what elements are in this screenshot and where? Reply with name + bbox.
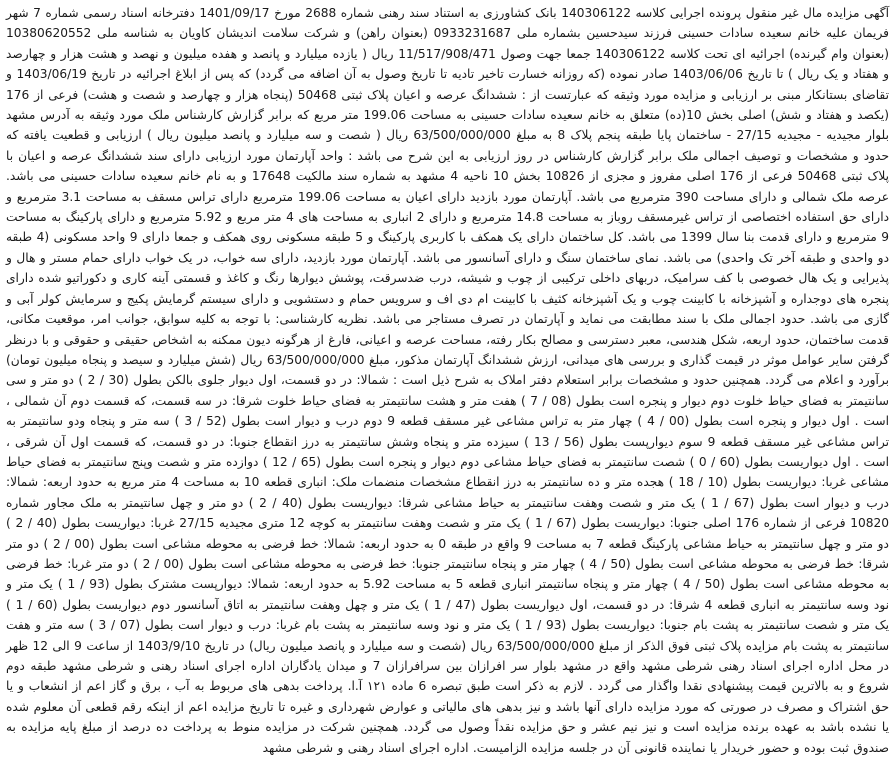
auction-notice-text: آگهی مزایده مال غیر منقول پرونده اجرایی کلاسه 140306122 بانک کشاورزی به استناد سند رهنی شماره 2688 مورخ 1401/09/17 دفترخانه اسناد رسمی شماره 7 شهر فریمان علیه خانم سعیده سادات حسینی فرزند سیدحسین بشماره ملی 0933231687 (بعنوان راهن) و شرکت سلامت اندیشان کاویان به شناسه ملی 10380620552 (بعنوان وام گیرنده) اجرائیه ای تحت کلاسه 140306122 جمعا جهت وصول 11/517/908/471 ریال ( یازده میلیارد و پانصد و هفده میلیون و نهصد و هشت هزار و چهارصد و هفتاد و یک ریال ) تا تاریخ 1403/06/06 صادر نموده (که روزانه خسارت تاخیر تادیه تا تاریخ وصول به آن اضافه می گردد) که پس از ابلاغ اجرائیه در تاریخ 1403/06/19 و تقاضای بستانکار مبنی بر ارزیابی و مزایده مورد وثیقه که عبارتست از : ششدانگ عرصه و اعیان پلاک ثبتی 50468 (پنجاه هزار و چهارصد و شصت و هشت) فرعی از 176 (یکصد و هفتاد و شش) اصلی بخش 10(ده) متعلق به خانم سعیده سادات حسینی به مساحت 199.06 متر مربع که برابر گزارش کارشناس ملک مورد وثیقه به آدرس مشهد بلوار مجیدیه - مجیدیه 27/15 - ساختمان پایا طبقه پنجم پلاک 8 به مبلغ 63/500/000/000 ریال ( شصت و سه میلیارد و پانصد میلیون ریال ) ارزیابی و قطعیت یافته که حدود و مشخصات و توصیف اجمالی ملک برابر گزارش کارشناس در روز ارزیابی به این شرح می باشد : واحد آپارتمان مورد ارزیابی دارای سند ششدانگ عرصه و اعیان با پلاک ثبتی 50468 فرعی از 176 اصلی مفروز و مجزی از 10826 بخش 10 ناحیه 4 مشهد به شماره سند مالکیت 17648 و به نام خانم سعیده سادات حسینی می باشد. عرصه ملک شمالی و دارای مساحت 390 مترمربع می باشد. آپارتمان مورد بازدید دارای اعیان به مساحت 199.06 مترمربع دارای تراس مسقف به مساحت 3.1 مترمربع و دارای حق استفاده اختصاصی از تراس غیرمسقف روباز به مساحت 14.8 مترمربع و دارای 2 انباری به مساحت های 4 متر مربع و 5.92 مترمربع و دارای پارکینگ به مساحت 9 مترمربع و دارای قدمت بنا سال 1399 می باشد. کل ساختمان دارای یک همکف با کاربری پارکینگ و 5 طبقه مسکونی روی همکف و جمعا دارای 9 واحد مسکونی (4 طبقه دو واحدی و طبقه آخر تک واحدی) می باشد. نمای ساختمان سنگ و دارای آسانسور می باشد. آپارتمان مورد بازدید، دارای سه خواب، در یک خواب دارای حمام مستر و هال و پذیرایی و یک هال خصوصی با کف سرامیک، دربهای داخلی ترکیبی از چوب و شیشه، درب ضدسرقت، پوشش دیوارها رنگ و کاغذ و قسمتی آینه کاری و دکوراتیو شده دارای پنجره های دوجداره و آشپزخانه با کابینت چوب و یک آشپزخانه کثیف با کابینت ام دی اف و سرویس حمام و دستشویی و دارای سیستم گرمایش پکیج و سرمایش کولر آبی و گازی می باشد. حدود اجمالی ملک با سند مطابقت می نماید و آپارتمان در تصرف مستاجر می باشد. نظریه کارشناسی: با توجه به کلیه سوابق، جوانب امر، موقعیت مکانی، قدمت ساختمان، حدود اربعه، شکل هندسی، معبر دسترسی و مصالح بکار رفته، مساحت عرصه و اعیانی، فارغ از هرگونه دیون ممکنه به اشخاص حقیقی و حقوقی و با درنظر گرفتن سایر عوامل موثر در قیمت گذاری و بررسی های میدانی، ارزش ششدانگ آپارتمان مذکور، مبلغ 63/500/000/000 ریال (شش میلیارد و سیصد و پنجاه میلیون تومان) برآورد و اعلام می گردد. همچنین حدود و مشخصات برابر استعلام دفتر املاک به شرح ذیل است : شمالا: در دو قسمت، اول دیوار جلوی بالکن بطول (30 / 2 ) دو متر و سی سانتیمتر به فضای حیاط خلوت دوم دیوار و پنجره است بطول (08 / 7 ) هفت متر و هشت سانتیمتر به فضای حیاط خلوت شرقا: در سه قسمت، که قسمت دوم آن شمالی ، است . اول دیوار و پنجره است بطول (00 / 4 ) چهار متر به تراس مشاعی غیر مسقف قطعه 9 دوم درب و دیوار است بطول (52 / 3 ) سه متر و پنجاه ودو سانتیمتر به تراس مشاعی غیر مسقف قطعه 9 سوم دیوارپست بطول (56 / 13 ) سیزده متر و پنجاه وشش سانتیمتر به درز انقطاع جنوبا: در دو قسمت، که قسمت اول آن شرقی ، است . اول دیواریست بطول (60 / 0 ) شصت سانتیمتر به فضای حیاط مشاعی دوم دیوار و پنجره است بطول (65 / 12 ) دوازده متر و شصت وپنج سانتیمتر به فضای حیاط مشاعی غربا: دیواریست بطول (10 / 18 ) هجده متر و ده سانتیمتر به درز انقطاع مشخصات منضمات ملک: انباری قطعه 10 به مساحت 4 متر مربع به حدود اربعه: شمالا: درب و دیوار است بطول (67 / 1 ) یک متر و شصت وهفت سانتیمتر به حیاط مشاعی شرقا: دیواریست بطول (40 / 2 ) دو متر و چهل سانتیمتر به ملک مجاور شماره 10820 فرعی از شماره 176 اصلی جنوبا: دیواریست بطول (67 / 1 ) یک متر و شصت وهفت سانتیمتر به کوچه 12 متری مجیدیه 27/15 غربا: دیواریست بطول (40 / 2 ) دو متر و چهل سانتیمتر به حیاط مشاعی پارکینگ قطعه 7 به مساحت 9 واقع در طبقه 0 به حدود اربعه: شمالا: خط فرضی به محوطه مشاعی است بطول (00 / 2 ) دو متر شرقا: خط فرضی به محوطه مشاعی است بطول (50 / 4 ) چهار متر و پنجاه سانتیمتر جنوبا: خط فرضی به محوطه مشاعی است بطول (00 / 2 ) دو متر غربا: خط فرضی به محوطه مشاعی است بطول (50 / 4 ) چهار متر و پنجاه سانتیمتر انباری قطعه 5 به مساحت 5.92 به حدود اربعه: شمالا: دیوارپست مشترک بطول (93 / 1 ) یک متر و نود وسه سانتیمتر به انباری قطعه 4 شرقا: در دو قسمت، اول دیواریست بطول (47 / 1 ) یک متر و چهل وهفت سانتیمتر به اتاق آسانسور دوم دیواریست بطول (60 / 1 ) یک متر و شصت سانتیمتر به پشت بام جنوبا: دیواریست بطول (93 / 1 ) یک متر و نود وسه سانتیمتر به پشت بام غربا: درب و دیوار است بطول (07 / 3 ) سه متر و هفت سانتیمتر به پشت بام مزایده پلاک ثبتی فوق الذکر از مبلغ 63/500/000/000 ریال (شصت و سه میلیارد و پانصد میلیون ریال) در تاریخ 1403/9/10 از ساعت 9 الی 12 ظهر در محل اداره اجرای اسناد رهنی شرطی مشهد واقع در مشهد بلوار سر افرازان بین سرافرازان 7 و میدان یادگاران اداره اجرای اسناد رهنی و شرطی مشهد طبقه دوم شروع و به بالاترین قیمت پیشنهادی نقدا واگذار می گردد . لازم به ذکر است طبق تبصره 6 ماده ۱۲۱ آ.ا. پرداخت بدهی های مربوط به آب ، برق و گاز اعم از انشعاب و یا حق اشتراک و مصرف در صورتی که مورد مزایده دارای آنها باشد و نیز بدهی های مالیاتی و عوارض شهرداری و غیره تا تاریخ مزایده اعم از اینکه رقم قطعی آن معلوم شده یا نشده باشد به عهده برنده مزایده است و نیز نیم عشر و حق مزایده نقداً وصول می گردد. همچنین شرکت در مزایده منوط به پرداخت ده درصد از مبلغ پایه مزایده به صندوق ثبت بوده و حضور خریدار یا نماینده قانونی آن در جلسه مزایده الزامیست. اداره اجرای اسناد رهنی و شرطی مشهد [6,6,890,755]
